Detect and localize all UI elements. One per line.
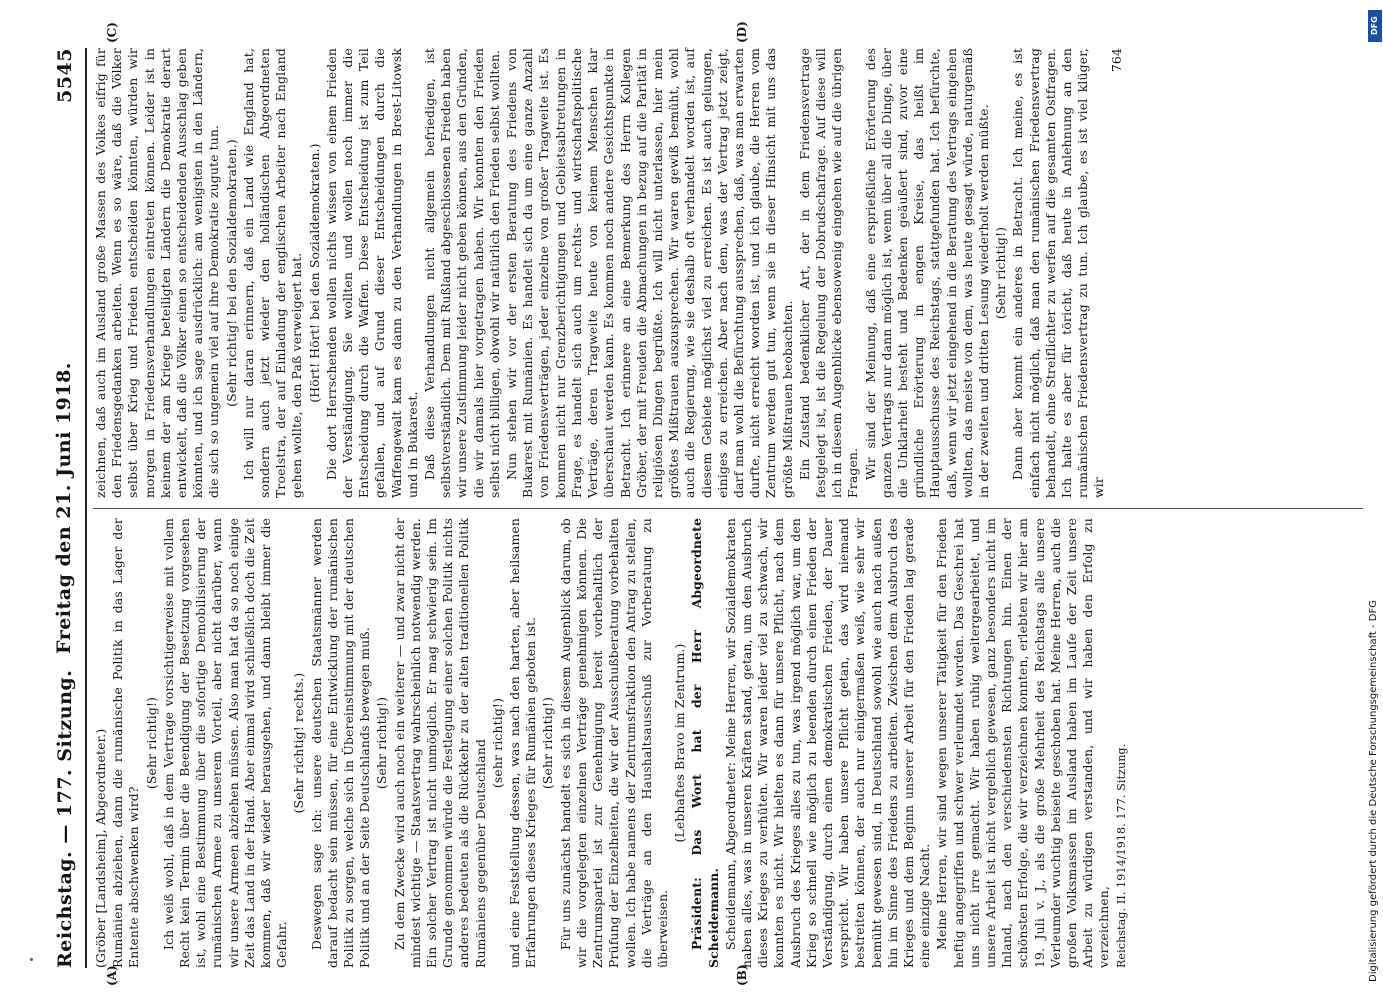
left-column bbox=[93, 518, 1363, 968]
header-center-wrap bbox=[53, 38, 75, 978]
reaction: (Sehr richtig! bei den Sozialdemokraten.) bbox=[223, 139, 239, 407]
right-column bbox=[93, 48, 1363, 498]
page-footer: Reichstag. II. 1914/1918. 177. Sitzung. bbox=[1114, 743, 1128, 968]
header-right: 5545 bbox=[54, 48, 76, 103]
reaction: (Lebhaftes Bravo im Zentrum.) bbox=[672, 643, 688, 843]
catchword: 764 bbox=[1108, 48, 1124, 73]
reaction: (Hört! Hört! bei den Sozialdemokraten.) bbox=[306, 143, 322, 403]
document-page bbox=[45, 21, 1375, 986]
paragraph: Ein Zustand bedenklicher Art, der in dem Friedensvertrage festgelegt ist, ist die Regelung der Dobrudschafrage. Auf diese will ich in diesem Augenblicke ebensowenig eingehen wie auf die übrigen Fragen. bbox=[796, 48, 861, 498]
paragraph: Die dort Herrschenden wollen nichts wissen von einem Frieden der Verständigung. Sie wollten und wollen noch immer die Entscheidung durch die Waffen. Diese Entscheidung ist zum Teil gefallen, und auf Grund dieser Entscheidungen durch die Waffengewalt kam es dann zu den Verhandlungen in Brest-Litowsk und in Bukarest. bbox=[323, 48, 420, 498]
reaction: (Sehr richtig!) bbox=[374, 696, 390, 790]
reaction: (Sehr richtig! rechts.) bbox=[291, 672, 307, 814]
paragraph: Daß diese Verhandlungen nicht allgemein befriedigen, ist selbstverständlich. Dem mit Rußland abgeschlossenen Frieden haben wir unsere Zustimmung leider nicht geben können, aus den Gründen, die wir damals hier vorgetragen haben. Wir konnten den Frieden selbst nicht billigen, obwohl wir natürlich den Frieden selbst wollten. bbox=[422, 48, 502, 498]
reaction: (Sehr richtig!) bbox=[540, 696, 556, 790]
paragraph: und eine Feststellung dessen, was nach den harten, aber heilsamen Erfahrungen dieses Krieges für Rumänien geboten ist. bbox=[507, 518, 539, 968]
reaction: (Sehr richtig!) bbox=[993, 226, 1009, 320]
paragraph: Meine Herren, wir sind wegen unserer Tätigkeit für den Frieden heftig angegriffen und schwer verleumdet worden. Das Geschrei hat uns nicht irre gemacht. Wir haben ruhig weitergearbeitet, und unsere Arbeit ist nicht vergeblich gewesen, ganz besonders nicht im Inland, nach den verschiedensten Richtungen hin. Einen der schönsten Erfolge, die wir verzeichnen konnten, erlebten wir hier am 19. Juli v. J., als die große Mehrheit des Reichstags alle unsere Verleumder wuchtig beiseite geschoben hat. Meine Herren, auch die großen Volksmassen im Ausland haben im Laufe der Zeit unsere Arbeit zu würdigen verstanden, und wir haben den Erfolg zu verzeichnen, bbox=[934, 518, 1112, 968]
speaker-continuation: (Gröber [Landsheim], Abgeordneter.) bbox=[93, 728, 108, 968]
paragraph: Ich weiß wohl, daß in dem Vertrage vorsichtigerweise mit vollem Recht kein Termin über die Beendigung der Besetzung vorgesehen ist, wohl eine Bestimmung über die sofortige Demobilisierung der rumänischen Armee zu unserem Vorteil, aber nicht darüber, wann wir unsere Armeen abziehen müssen. Also man hat da so noch einige Zeit das Land in der Hand. Aber einmal wird schließlich doch die Zeit kommen, daß wir wieder herausgehen, und dann bleibt immer die Gefahr. bbox=[160, 518, 290, 968]
column-divider bbox=[93, 508, 1363, 509]
reaction: (sehr richtig!) bbox=[489, 697, 505, 789]
margin-d: (D) bbox=[735, 21, 749, 43]
paragraph: Deswegen sage ich: unsere deutschen Staatsmänner werden darauf bedacht sein müssen, für eine Entwicklung der rumänischen Politik zu sorgen, welche sich in Übereinstimmung mit der deutschen Politik und an der Seite Deutschlands bewegen muß. bbox=[308, 518, 373, 968]
paragraph: zeichnen, daß auch im Ausland große Massen des Volkes eifrig für den Friedensgedanken arbeiten. Wenn es so wäre, daß die Völker selbst über Krieg und Frieden entscheiden könnten, würden wir morgen in Friedensverhandlungen eintreten können. Leider ist in keinem der am Kriege beteiligten Ländern die Demokratie derart entwickelt, daß die Völker einen so entscheidenden Ausschlag geben könnten, und ich sage ausdrücklich: am wenigsten in den Ländern, die sich so ungemein viel auf ihre Demokratie zugute tun. bbox=[93, 48, 222, 498]
speck bbox=[30, 958, 33, 961]
president-line: Präsident: Das Wort hat der Herr Abgeordnete Scheidemann. bbox=[689, 518, 721, 968]
paragraph: Für uns zunächst handelt es sich in diesem Augenblick darum, ob wir die vorgelegten einzelnen Verträge genehmigen können. Die Zentrumspartei ist zur Genehmigung bereit vorbehaltlich der Prüfung der Einzelheiten, die wir der Ausschußberatung vorbehalten wollen. Ich habe namens der Zentrumsfraktion den Antrag zu stellen, die Verträge an den Haushaltsausschuß zur Vorberatung zu überweisen. bbox=[557, 518, 670, 968]
paragraph: Dann aber kommt ein anderes in Betracht. Ich meine, es ist einfach nicht möglich, daß man den rumänischen Friedensvertrag behandelt, ohne Streiflichter zu werfen auf die gesamten Ostfragen. Ich halte es aber für töricht, daß heute in Anlehnung an den rumänischen Friedensvertrag zu tun. Ich glaube, es ist viel klüger, wir bbox=[1010, 48, 1107, 498]
margin-a: (A) bbox=[105, 965, 119, 986]
reaction: (Sehr richtig!) bbox=[143, 696, 159, 790]
header-date: Freitag den 21. Juni 1918. bbox=[53, 362, 75, 654]
paragraph: Nun stehen wir vor der ersten Beratung des Friedens von Bukarest mit Rumänien. Es handelt sich da um eine ganze Anzahl von Friedensverträgen, jeder einzelne von großer Tragweite ist. Es kommen nicht nur Grenzberichtigungen und Gebietsabtretungen in Frage, es handelt sich auch um rechts- und wirtschaftspolitische Verträge, deren Tragweite heute von keinem Menschen klar überschaut werden kann. Es kommen noch andere Gesichtspunkte in Betracht. Ich erinnere an eine Bemerkung des Herrn Kollegen Gröber, der mit Freuden die Abmachungen in bezug auf die Parität in religiösen Dingen begrüßte. Ich will nicht unterlassen, hier mein größtes Mißtrauen auszusprechen. Wir waren gewiß bemüht, wohl auch die Regierung, wie sie deshalb oft verhandelt worden ist, auf diesem Gebiete möglichst viel zu erreichen. Es ist auch gelungen, einiges zu erreichen. Aber nach dem, was der Vertrag jetzt zeigt, darf man wohl die Befürchtung aussprechen, daß, was man erwarten durfte, nicht erreicht worden ist, und ich glaube, die Herren vom Zentrum werden gut tun, wenn sie in dieser Hinsicht mit uns das größte Mißtrauen beobachten. bbox=[504, 48, 795, 498]
paragraph: Wir sind der Meinung, daß eine ersprießliche Erörterung des ganzen Vertrags nur dann möglich ist, wenn über all die Dinge, über die Unklarheit besteht und Bedenken geäußert sind, zuvor eine gründliche Erörterung in engen Kreise, das heißt im Hauptausschusse des Reichstags, stattgefunden hat. Ich befürchte, daß, wenn wir jetzt eingehend in die Beratung des Vertrags eingehen wollten, das meiste von dem, was heute gesagt würde, naturgemäß in der zweiten und dritten Lesung wiederholt werden müßte. bbox=[862, 48, 991, 498]
paragraph: Zu dem Zwecke wird auch noch ein weiterer — und zwar nicht der mindest wichtige — Staatsvertrag wahrscheinlich notwendig werden. Ein solcher Vertrag ist nicht unmöglich. Er mag schwierig sein. Im Grunde genommen würde die Festlegung einer solchen Politik nichts anderes bedeuten als die Rückkehr zu der alten traditionellen Politik Rumäniens gegenüber Deutschland bbox=[391, 518, 488, 968]
dfg-logo: DFG bbox=[1368, 10, 1382, 42]
digitization-credit: Digitalisierung gefördert durch die Deutsche Forschungsgemeinschaft - DFG bbox=[1368, 599, 1379, 982]
margin-b: (B) bbox=[735, 964, 749, 986]
paragraph: Scheidemann, Abgeordneter: Meine Herren, wir Sozialdemokraten haben alles, was in unseren Kräften stand, getan, um den Ausbruch dieses Krieges zu verhüten. Wir waren leider viel zu schwach, wir konnten es nicht. Wir hielten es dann für unsere Pflicht, nach dem Ausbruch des Krieges alles zu tun, was irgend möglich war, um den Krieg so schnell wie möglich zu beenden durch einen Frieden der Verständigung, durch einen demokratischen Frieden, der Dauer verspricht. Wir haben unsere Pflicht getan, das wird niemand bestreiten können, der auch nur einigermaßen weiß, wie sehr wir bemüht gewesen sind, in Deutschland sowohl wie auch nach außen hin im Sinne des Friedens zu arbeiten. Zwischen dem Ausbruch des Krieges und dem Beginn unserer Arbeit für den Frieden lag gerade eine einzige Nacht. bbox=[722, 518, 933, 968]
paragraph: Ich will nur daran erinnern, daß ein Land wie England hat, sondern auch jetzt wieder den holländischen Abgeordneten Troelstra, der auf Einladung der englischen Arbeiter nach England gehen wollte, den Paß verweigert hat. bbox=[240, 48, 305, 498]
paragraph: Rumänien abziehen, dann die rumänische Politik in das Lager der Entente abschwenken wird? bbox=[110, 518, 142, 968]
header-left: Reichstag. — 177. Sitzung. bbox=[54, 669, 76, 968]
margin-c: (C) bbox=[105, 22, 119, 43]
